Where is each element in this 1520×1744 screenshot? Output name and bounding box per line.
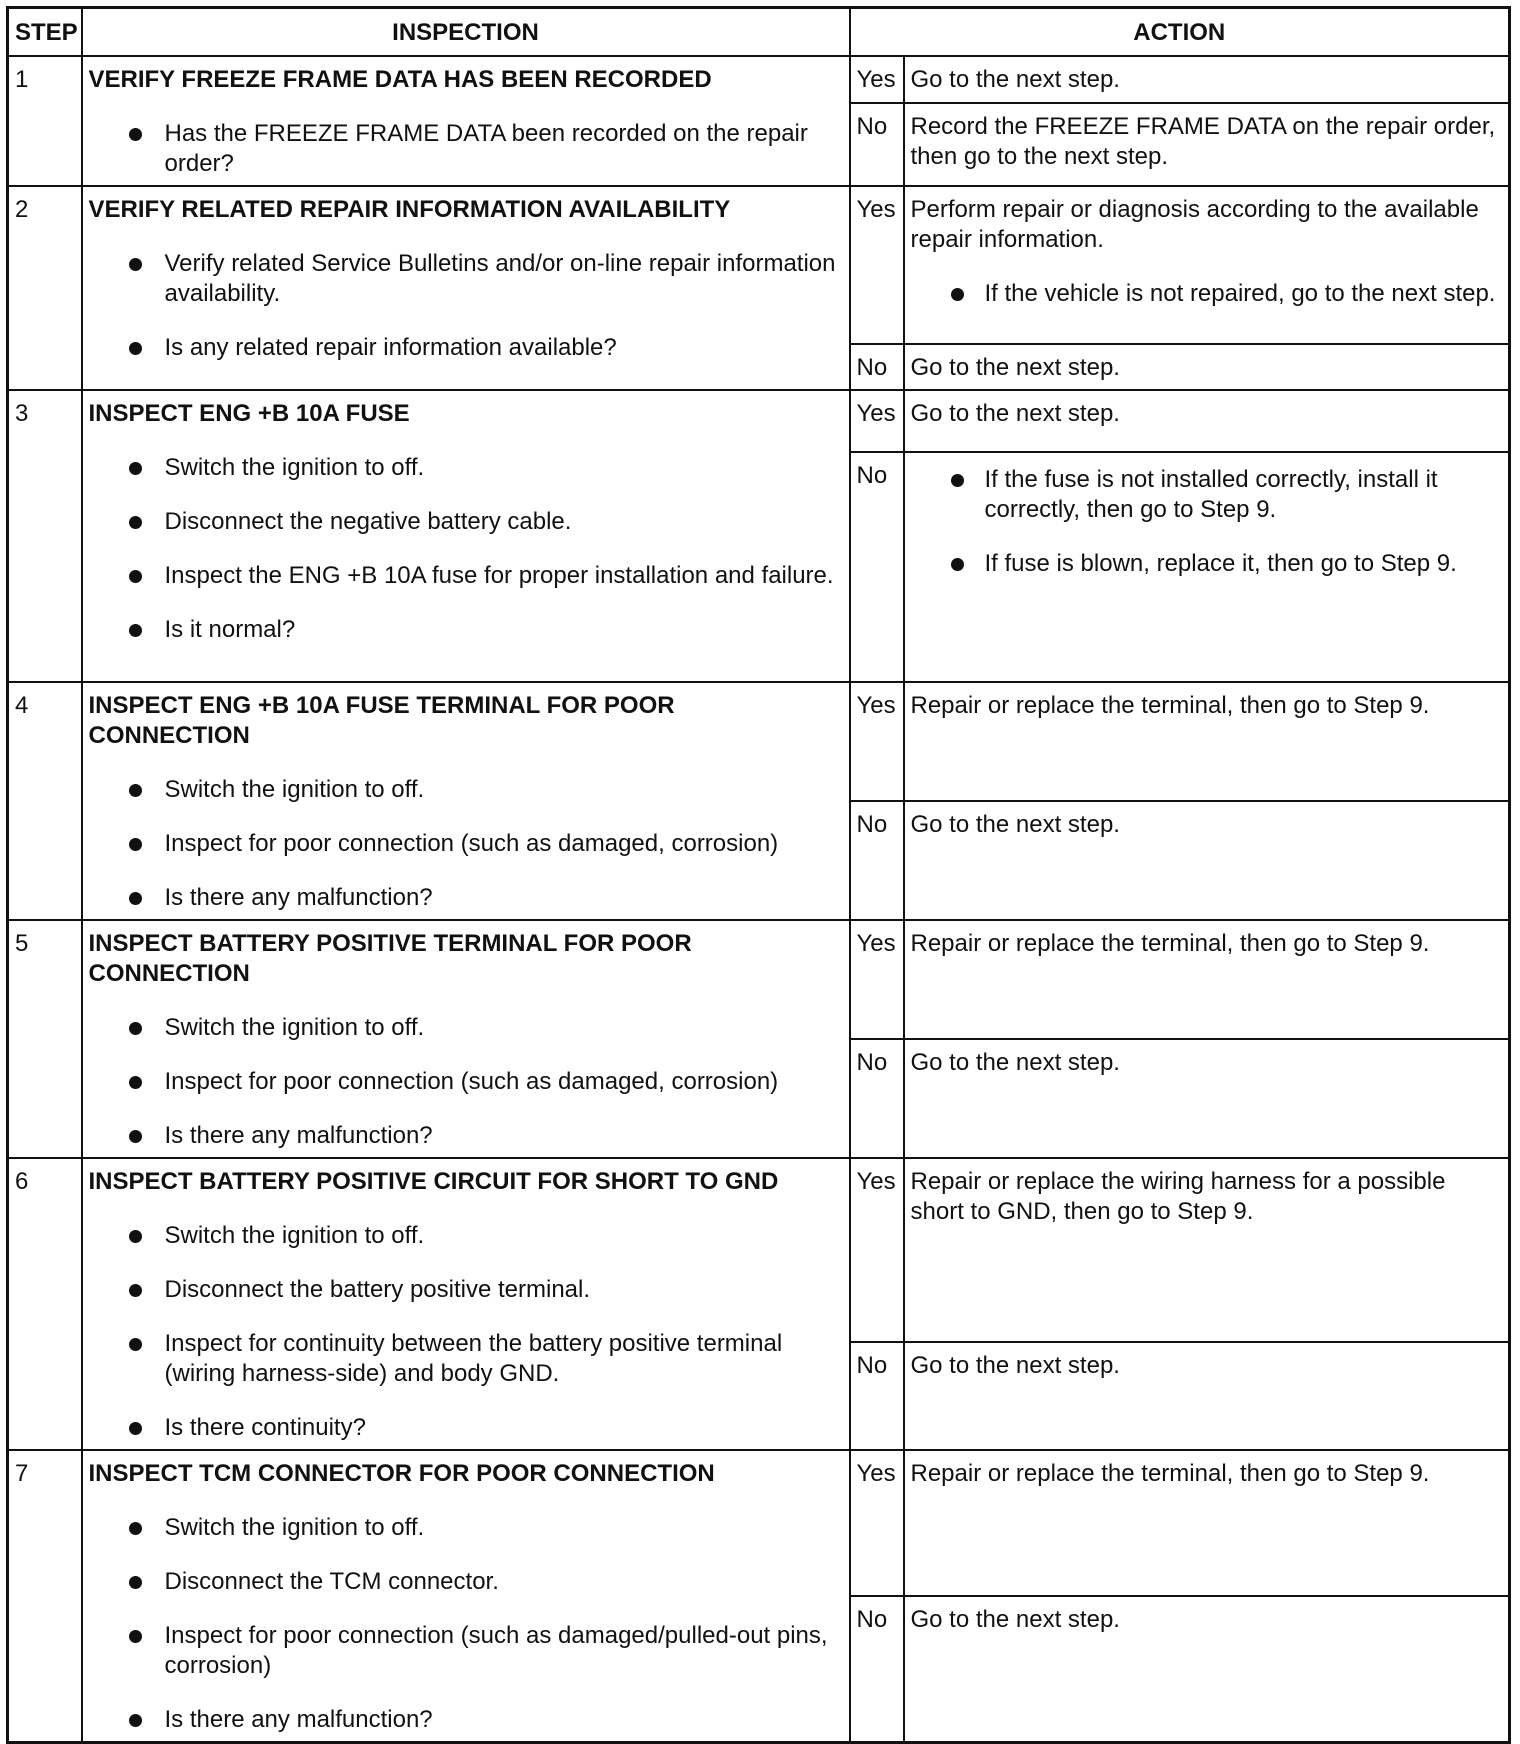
step-number: 1 xyxy=(8,56,82,186)
action-yes xyxy=(904,186,1510,344)
inspection-cell xyxy=(82,920,850,1158)
inspection-cell xyxy=(82,1158,850,1450)
action-yes: Repair or replace the terminal, then go to Step 9. xyxy=(904,920,1510,1039)
table-row xyxy=(8,186,1510,344)
action-no: Go to the next step. xyxy=(904,1596,1510,1742)
inspection-bullet-list xyxy=(89,1221,843,1443)
action-bullet: If the fuse is not installed correctly, install it correctly, then go to Step 9. xyxy=(911,465,1503,525)
step-number: 4 xyxy=(8,682,82,920)
step-number: 6 xyxy=(8,1158,82,1450)
inspection-bullet: Inspect for poor connection (such as damaged, corrosion) xyxy=(89,829,843,859)
inspection-bullet: Switch the ignition to off. xyxy=(89,1513,843,1543)
action-bullet: If fuse is blown, replace it, then go to Step 9. xyxy=(911,549,1503,579)
action-yes: Go to the next step. xyxy=(904,390,1510,452)
no-label: No xyxy=(850,103,904,186)
step-title: VERIFY FREEZE FRAME DATA HAS BEEN RECORDED xyxy=(88,66,712,93)
inspection-bullet-list xyxy=(89,119,843,179)
action-bullet: If the vehicle is not repaired, go to the next step. xyxy=(911,279,1503,309)
inspection-bullet: Disconnect the negative battery cable. xyxy=(89,507,843,537)
action-yes: Repair or replace the wiring harness for a possible short to GND, then go to Step 9. xyxy=(904,1158,1510,1342)
inspection-bullet: Switch the ignition to off. xyxy=(89,1221,843,1251)
inspection-bullet: Is there any malfunction? xyxy=(89,1705,843,1735)
no-label: No xyxy=(850,1342,904,1450)
no-label: No xyxy=(850,344,904,390)
table-row xyxy=(8,1450,1510,1596)
header-action: ACTION xyxy=(850,8,1510,57)
step-number: 3 xyxy=(8,390,82,682)
inspection-bullet: Inspect for poor connection (such as damaged, corrosion) xyxy=(89,1067,843,1097)
action-yes: Repair or replace the terminal, then go to Step 9. xyxy=(904,682,1510,801)
table-row xyxy=(8,682,1510,801)
header-row xyxy=(8,8,1510,57)
action-no: Go to the next step. xyxy=(904,1039,1510,1158)
inspection-cell xyxy=(82,1450,850,1743)
yes-label: Yes xyxy=(850,186,904,344)
inspection-bullet: Is there any malfunction? xyxy=(89,1121,843,1151)
inspection-bullet: Disconnect the TCM connector. xyxy=(89,1567,843,1597)
no-label: No xyxy=(850,452,904,682)
inspection-bullet: Has the FREEZE FRAME DATA been recorded on the repair order? xyxy=(89,119,843,179)
inspection-bullet-list xyxy=(89,249,843,363)
table-row xyxy=(8,390,1510,452)
action-no: Go to the next step. xyxy=(904,801,1510,920)
diagnostic-table-wrapper xyxy=(6,6,1508,1744)
inspection-bullet: Is there any malfunction? xyxy=(89,883,843,913)
no-label: No xyxy=(850,1039,904,1158)
inspection-bullet: Inspect the ENG +B 10A fuse for proper installation and failure. xyxy=(89,561,843,591)
yes-label: Yes xyxy=(850,682,904,801)
table-row xyxy=(8,56,1510,103)
inspection-bullet: Is any related repair information available? xyxy=(89,333,843,363)
yes-label: Yes xyxy=(850,920,904,1039)
inspection-cell xyxy=(82,186,850,390)
table-row xyxy=(8,1158,1510,1342)
inspection-bullet-list xyxy=(89,1013,843,1151)
inspection-bullet-list xyxy=(89,453,843,645)
step-title: VERIFY RELATED REPAIR INFORMATION AVAILABILITY xyxy=(88,196,731,223)
diagnostic-procedure-table xyxy=(6,6,1511,1744)
inspection-bullet: Inspect for poor connection (such as damaged/pulled-out pins, corrosion) xyxy=(89,1621,843,1681)
inspection-bullet: Switch the ignition to off. xyxy=(89,775,843,805)
yes-label: Yes xyxy=(850,390,904,452)
inspection-cell xyxy=(82,390,850,682)
inspection-bullet-list xyxy=(89,775,843,913)
table-row xyxy=(8,920,1510,1039)
step-title: INSPECT ENG +B 10A FUSE xyxy=(88,400,410,427)
step-number: 2 xyxy=(8,186,82,390)
yes-label: Yes xyxy=(850,56,904,103)
action-no: Go to the next step. xyxy=(904,1342,1510,1450)
no-label: No xyxy=(850,801,904,920)
action-no xyxy=(904,452,1510,682)
action-no: Record the FREEZE FRAME DATA on the repair order, then go to the next step. xyxy=(904,103,1510,186)
inspection-bullet: Switch the ignition to off. xyxy=(89,453,843,483)
header-inspection: INSPECTION xyxy=(82,8,850,57)
step-title: INSPECT BATTERY POSITIVE TERMINAL FOR POOR CONNECTION xyxy=(88,930,692,987)
inspection-cell xyxy=(82,56,850,186)
action-bullet-list xyxy=(911,279,1503,309)
action-yes: Go to the next step. xyxy=(904,56,1510,103)
inspection-bullet-list xyxy=(89,1513,843,1735)
action-no: Go to the next step. xyxy=(904,344,1510,390)
action-text: Perform repair or diagnosis according to the available repair information. xyxy=(910,196,1479,253)
inspection-bullet: Is it normal? xyxy=(89,615,843,645)
inspection-bullet: Inspect for continuity between the battery positive terminal (wiring harness-side) and body GND. xyxy=(89,1329,843,1389)
no-label: No xyxy=(850,1596,904,1742)
step-number: 7 xyxy=(8,1450,82,1743)
inspection-cell xyxy=(82,682,850,920)
yes-label: Yes xyxy=(850,1450,904,1596)
action-bullet-list xyxy=(911,465,1503,579)
step-title: INSPECT TCM CONNECTOR FOR POOR CONNECTION xyxy=(88,1460,715,1487)
inspection-bullet: Verify related Service Bulletins and/or on-line repair information availability. xyxy=(89,249,843,309)
step-title: INSPECT ENG +B 10A FUSE TERMINAL FOR POOR CONNECTION xyxy=(88,692,675,749)
yes-label: Yes xyxy=(850,1158,904,1342)
inspection-bullet: Disconnect the battery positive terminal. xyxy=(89,1275,843,1305)
header-step: STEP xyxy=(8,8,82,57)
inspection-bullet: Switch the ignition to off. xyxy=(89,1013,843,1043)
step-number: 5 xyxy=(8,920,82,1158)
step-title: INSPECT BATTERY POSITIVE CIRCUIT FOR SHORT TO GND xyxy=(88,1168,779,1195)
action-yes: Repair or replace the terminal, then go to Step 9. xyxy=(904,1450,1510,1596)
inspection-bullet: Is there continuity? xyxy=(89,1413,843,1443)
